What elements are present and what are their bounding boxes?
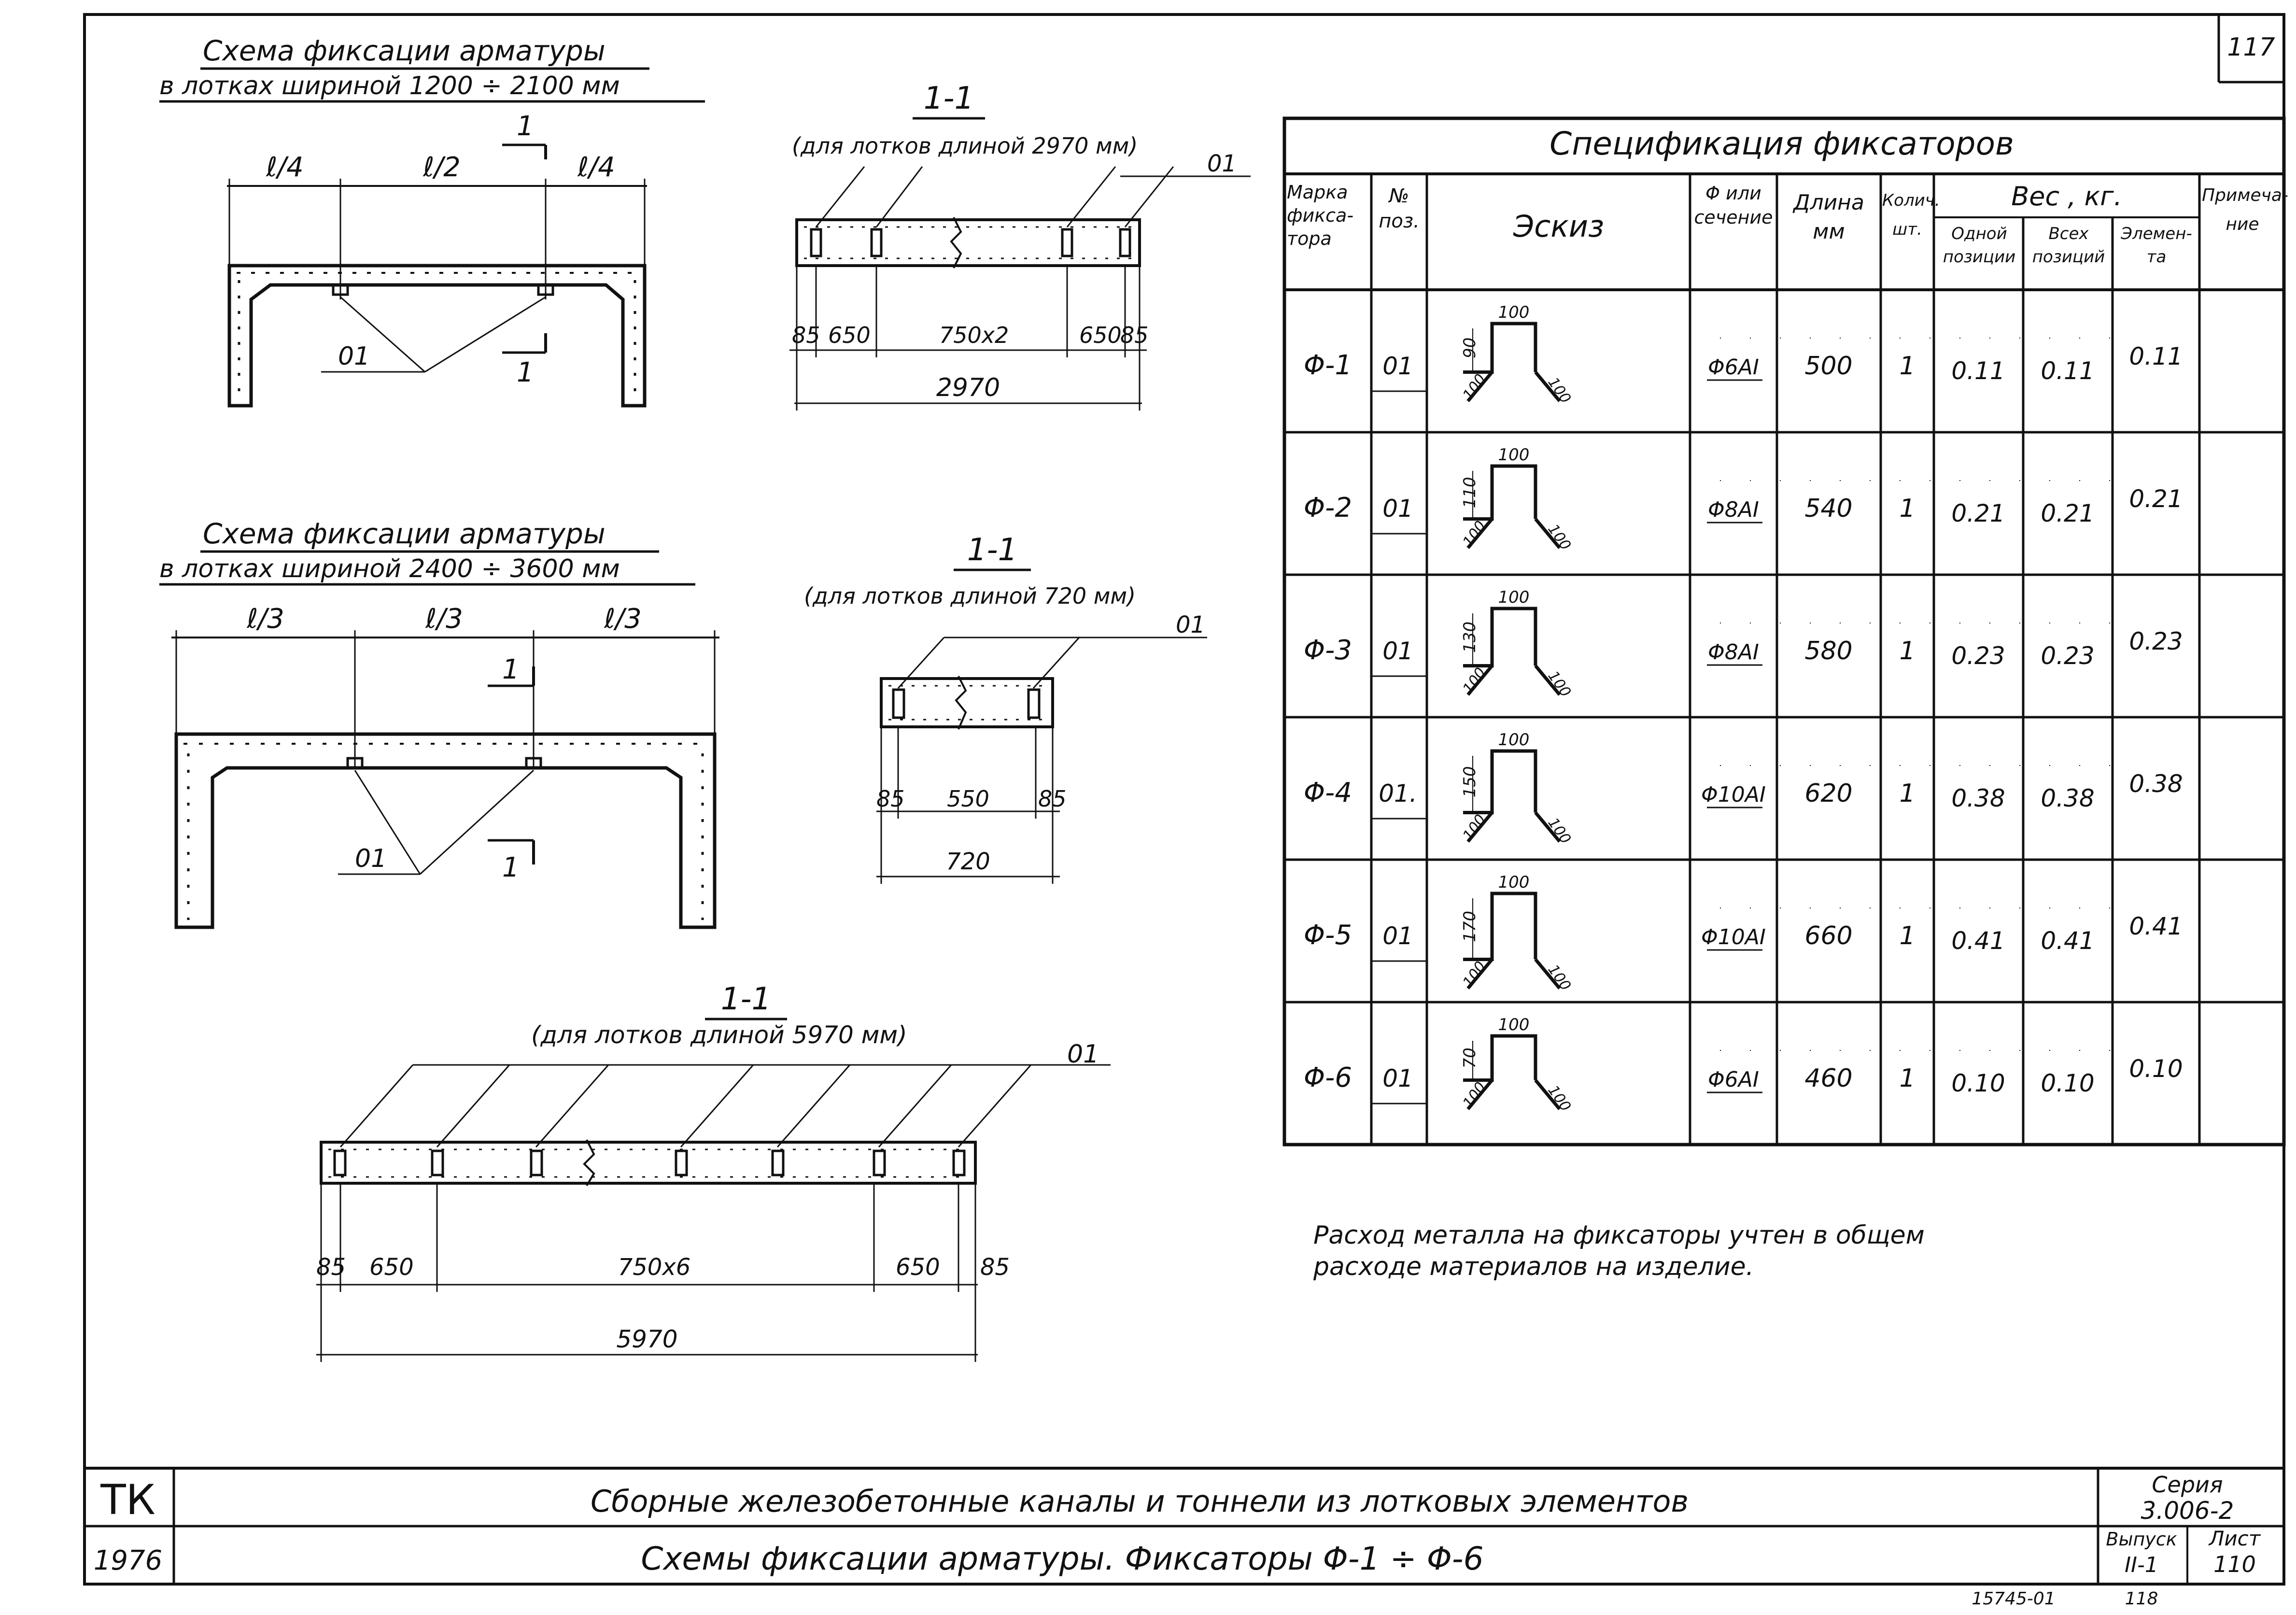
- spec-cell-w-all: 0.10: [2041, 1069, 2095, 1097]
- bottom-page: 118: [2125, 1589, 2158, 1609]
- section-720-title: 1-1: [967, 532, 1018, 568]
- spec-header-note-box: [2202, 181, 2288, 278]
- spec-cell-mark: Φ-3: [1304, 635, 1352, 666]
- section-2970: [789, 81, 1251, 411]
- spec-cell-length: 620: [1804, 779, 1853, 808]
- spec-cell-qty: 1: [1899, 494, 1916, 523]
- section-2970-fix-4: [1120, 229, 1130, 256]
- spec-cell-qty: 1: [1899, 921, 1916, 950]
- spec-cell-diam: Φ10AI: [1701, 925, 1766, 949]
- section-5970-fix-6: [874, 1151, 885, 1175]
- spec-cell-pos: 01: [1382, 637, 1413, 665]
- scheme-b-dim-2: ℓ/3: [425, 603, 463, 635]
- note-line2: расходе материалов на изделие.: [1313, 1252, 1754, 1281]
- fixator-sketch-leg-right: 100: [1544, 521, 1574, 553]
- section-720-fix-2: [1028, 690, 1039, 718]
- spec-cell-diam: Φ8AI: [1708, 497, 1759, 522]
- sheet-label: Лист: [2209, 1527, 2261, 1550]
- spec-cell-w-all: 0.11: [2041, 357, 2095, 385]
- issue-value: II-1: [2125, 1553, 2158, 1577]
- spec-cell-w-elem: 0.11: [2129, 342, 2183, 370]
- spec-header-note: Примеча- ние: [2202, 185, 2288, 234]
- fixator-sketch-leg-left: 100: [1459, 518, 1490, 551]
- spec-header-w-one: Одной позиции: [1943, 224, 2016, 267]
- scheme-b-dim-3: ℓ/3: [604, 603, 642, 635]
- spec-cell-pos: 01: [1382, 1064, 1413, 1092]
- spec-rows: [1284, 303, 2284, 1115]
- spec-header-w-all: Всех позиций: [2032, 224, 2105, 267]
- section-2970-leader-1: [816, 167, 864, 227]
- spec-header-length-box: [1779, 188, 1878, 280]
- section-720: [804, 532, 1207, 884]
- spec-cell-w-all: 0.23: [2041, 642, 2095, 670]
- fixator-sketch-leg-left: 100: [1459, 665, 1490, 697]
- section-2970-total: 2970: [936, 373, 1000, 402]
- section-2970-mark: 01: [1207, 150, 1237, 177]
- scheme-a-tray: [229, 266, 645, 406]
- fixator-sketch-leg-left: 100: [1459, 1079, 1490, 1112]
- spec-cell-w-elem: 0.23: [2129, 627, 2183, 655]
- spec-cell-w-elem: 0.38: [2129, 770, 2183, 798]
- section-720-rebar: [888, 686, 1045, 720]
- spec-cell-qty: 1: [1899, 352, 1916, 381]
- fixator-sketch-leg-right: 100: [1544, 962, 1574, 994]
- sheet-value: 110: [2213, 1551, 2256, 1577]
- fixator-sketch-height: 150: [1460, 766, 1479, 798]
- fixator-sketch-leg-right: 100: [1544, 1082, 1574, 1115]
- spec-cell-qty: 1: [1899, 1064, 1916, 1093]
- spec-header-weight: Вес , кг.: [2011, 181, 2122, 212]
- scheme-b-section-mark-top: 1: [502, 654, 520, 685]
- section-5970-fix-2: [432, 1151, 443, 1175]
- spec-cell-w-all: 0.38: [2041, 784, 2095, 812]
- page-number: 117: [2227, 33, 2275, 62]
- fixator-sketch-top-label: 100: [1498, 873, 1530, 892]
- section-2970-subtitle: (для лотков длиной 2970 мм): [792, 133, 1138, 159]
- spec-cell-mark: Φ-4: [1304, 777, 1352, 808]
- fixator-sketch-leg-left: 100: [1459, 811, 1490, 844]
- section-720-dim-3: 85: [1038, 786, 1067, 812]
- spec-cell-diam: Φ8AI: [1708, 640, 1759, 665]
- section-5970-dim-5: 85: [980, 1254, 1010, 1281]
- section-5970-fix-5: [773, 1151, 783, 1175]
- spec-header-w-all-box: [2026, 222, 2112, 287]
- spec-cell-mark: Φ-2: [1304, 492, 1352, 524]
- spec-cell-w-all: 0.21: [2041, 499, 2095, 527]
- section-5970-dim-3: 750x6: [618, 1254, 691, 1281]
- spec-header-mark-box: [1287, 179, 1369, 287]
- section-720-dim-1: 85: [876, 786, 905, 812]
- section-5970-title: 1-1: [720, 981, 772, 1017]
- spec-cell-diam: Φ10AI: [1701, 782, 1766, 807]
- bottom-code: 15745-01: [1972, 1589, 2056, 1609]
- spec-cell-w-elem: 0.41: [2129, 912, 2183, 940]
- year: 1976: [93, 1545, 163, 1576]
- spec-table: [1284, 118, 2288, 1145]
- scheme-a-rebar-walls: [239, 280, 635, 401]
- section-720-leader-1: [898, 638, 944, 688]
- scheme-b-dim-1: ℓ/3: [247, 603, 284, 635]
- spec-cell-mark: Φ-5: [1304, 920, 1352, 951]
- fixator-sketch-height: 110: [1460, 477, 1479, 509]
- spec-title: Спецификация фиксаторов: [1549, 125, 2014, 162]
- spec-cell-pos: 01: [1382, 352, 1413, 380]
- scheme-b-title-line2: в лотках шириной 2400 ÷ 3600 мм: [159, 554, 620, 583]
- spec-cell-length: 540: [1804, 494, 1853, 523]
- fixator-sketch-height: 170: [1460, 910, 1479, 942]
- spec-cell-w-one: 0.38: [1951, 784, 2005, 812]
- fixator-sketch-top-label: 100: [1498, 445, 1530, 465]
- fixator-sketch-leg-right: 100: [1544, 815, 1574, 847]
- section-5970-dim-4: 650: [896, 1254, 940, 1281]
- scheme-b: [159, 517, 719, 927]
- spec-header-sketch: Эскиз: [1513, 209, 1605, 244]
- section-2970-rebar: [804, 227, 1132, 258]
- spec-cell-pos: 01: [1382, 495, 1413, 523]
- section-2970-dim-3: 750x2: [939, 322, 1009, 348]
- spec-cell-length: 580: [1804, 637, 1853, 666]
- title-line2: Схемы фиксации арматуры. Фиксаторы Φ-1 ÷ Φ-6: [641, 1540, 1484, 1577]
- spec-cell-w-all: 0.41: [2041, 927, 2095, 955]
- section-720-subtitle: (для лотков длиной 720 мм): [804, 583, 1136, 609]
- scheme-a-title-line2: в лотках шириной 1200 ÷ 2100 мм: [159, 71, 620, 100]
- metal-note: [1313, 1221, 1925, 1281]
- fixator-sketch-leg-left: 100: [1459, 958, 1490, 991]
- section-5970-fix-4: [676, 1151, 687, 1175]
- title-line1: Сборные железобетонные каналы и тоннели из лотковых элементов: [590, 1484, 1689, 1519]
- section-2970-dim-4: 650: [1079, 322, 1122, 348]
- section-2970-fix-1: [811, 229, 821, 256]
- spec-header-length: Длина мм: [1793, 190, 1864, 244]
- spec-cell-qty: 1: [1899, 637, 1916, 666]
- spec-cell-w-one: 0.21: [1951, 499, 2005, 527]
- scheme-b-tray: [176, 734, 715, 927]
- spec-cell-pos: 01: [1382, 922, 1413, 950]
- section-5970-fix-1: [335, 1151, 345, 1175]
- spec-header-w-one-box: [1936, 222, 2022, 287]
- spec-cell-length: 500: [1804, 352, 1853, 381]
- spec-cell-diam: Φ6AI: [1708, 355, 1759, 380]
- section-2970-dim-1: 85: [792, 322, 820, 348]
- section-2970-fix-3: [1062, 229, 1072, 256]
- fixator-sketch-height: 130: [1460, 621, 1479, 653]
- spec-cell-w-one: 0.23: [1951, 642, 2005, 670]
- series-value: 3.006-2: [2141, 1497, 2234, 1525]
- section-5970-leaders: [340, 1065, 1031, 1147]
- section-2970-fix-2: [872, 229, 881, 256]
- note-line1: Расход металла на фиксаторы учтен в общем: [1313, 1221, 1925, 1250]
- section-5970-fix-3: [531, 1151, 542, 1175]
- spec-cell-w-elem: 0.10: [2129, 1055, 2183, 1083]
- scheme-a-section-mark-top: 1: [517, 111, 534, 142]
- fixator-sketch-top-label: 100: [1498, 303, 1530, 322]
- spec-header-diam: Φ или сечение: [1694, 183, 1773, 228]
- spec-cell-mark: Φ-6: [1304, 1062, 1352, 1093]
- scheme-b-section-mark-bottom: 1: [502, 852, 520, 883]
- spec-header-pos: № поз.: [1379, 185, 1420, 232]
- scheme-b-rebar-walls: [188, 753, 703, 920]
- scheme-a-dim-2: ℓ/2: [423, 152, 461, 183]
- series-label: Серия: [2152, 1472, 2223, 1498]
- scheme-b-title-line1: Схема фиксации арматуры: [203, 517, 606, 550]
- scheme-a-dim-3: ℓ/4: [578, 152, 615, 183]
- title-block: [85, 1468, 2284, 1584]
- section-2970-leader-3: [1067, 167, 1115, 227]
- section-5970-dim-2: 650: [369, 1254, 414, 1281]
- scheme-a-mark: 01: [338, 342, 370, 371]
- section-5970: [316, 981, 1111, 1362]
- section-5970-subtitle: (для лотков длиной 5970 мм): [531, 1021, 907, 1049]
- fixator-sketch-top-label: 100: [1498, 730, 1530, 750]
- scheme-a-section-mark-bottom: 1: [517, 357, 534, 388]
- section-2970-break: [951, 217, 961, 268]
- section-5970-rebar: [328, 1149, 968, 1177]
- spec-header-qty-box: [1882, 186, 1940, 283]
- section-720-mark: 01: [1176, 611, 1206, 638]
- scheme-a-dim-1: ℓ/4: [266, 152, 304, 183]
- spec-header-diam-box: [1692, 181, 1775, 285]
- section-5970-fix-7: [954, 1151, 964, 1175]
- section-5970-beam: [321, 1142, 975, 1183]
- spec-cell-diam: Φ6AI: [1708, 1067, 1759, 1092]
- section-720-total: 720: [946, 848, 990, 875]
- section-2970-title: 1-1: [923, 81, 974, 116]
- section-720-fix-1: [893, 690, 904, 718]
- spec-cell-qty: 1: [1899, 779, 1916, 808]
- section-2970-leader-2: [876, 167, 922, 227]
- section-5970-total: 5970: [616, 1325, 678, 1353]
- fixator-sketch-top-label: 100: [1498, 588, 1530, 607]
- spec-cell-pos: 01.: [1379, 779, 1417, 808]
- section-5970-break: [584, 1140, 594, 1186]
- spec-header-pos-box: [1374, 184, 1424, 280]
- spec-cell-w-one: 0.41: [1951, 927, 2005, 955]
- section-720-break: [956, 676, 966, 729]
- spec-header-qty: Колич. шт.: [1882, 191, 1940, 239]
- section-2970-dim-2: 650: [828, 322, 871, 348]
- scheme-a: [159, 34, 705, 406]
- fixator-sketch-top-label: 100: [1498, 1015, 1530, 1034]
- spec-header-w-elem-box: [2115, 222, 2198, 287]
- spec-cell-mark: Φ-1: [1304, 350, 1352, 381]
- fixator-sketch-leg-right: 100: [1544, 668, 1574, 700]
- fixator-sketch-height: 70: [1460, 1048, 1479, 1069]
- fixator-sketch-leg-right: 100: [1544, 374, 1574, 407]
- section-2970-dim-5: 85: [1120, 322, 1149, 348]
- spec-cell-length: 460: [1804, 1064, 1853, 1093]
- section-720-leader-2: [1033, 638, 1079, 688]
- spec-header-mark: Марка фикса- тора: [1287, 182, 1354, 249]
- spec-cell-w-one: 0.11: [1951, 357, 2005, 385]
- spec-cell-w-elem: 0.21: [2129, 485, 2183, 513]
- spec-cell-w-one: 0.10: [1951, 1069, 2005, 1097]
- section-720-dim-2: 550: [947, 786, 989, 812]
- scheme-a-title-line1: Схема фиксации арматуры: [203, 34, 606, 67]
- spec-header-w-elem: Элемен- та: [2121, 224, 2192, 267]
- issue-label: Выпуск: [2106, 1529, 2177, 1550]
- section-720-beam: [881, 679, 1053, 727]
- org-code: ТК: [100, 1476, 155, 1524]
- fixator-sketch-height: 90: [1460, 337, 1479, 358]
- spec-cell-length: 660: [1804, 921, 1853, 950]
- scheme-b-mark: 01: [355, 844, 387, 873]
- fixator-sketch-leg-left: 100: [1459, 371, 1490, 404]
- section-5970-mark: 01: [1067, 1040, 1099, 1069]
- section-5970-dim-1: 85: [316, 1254, 346, 1281]
